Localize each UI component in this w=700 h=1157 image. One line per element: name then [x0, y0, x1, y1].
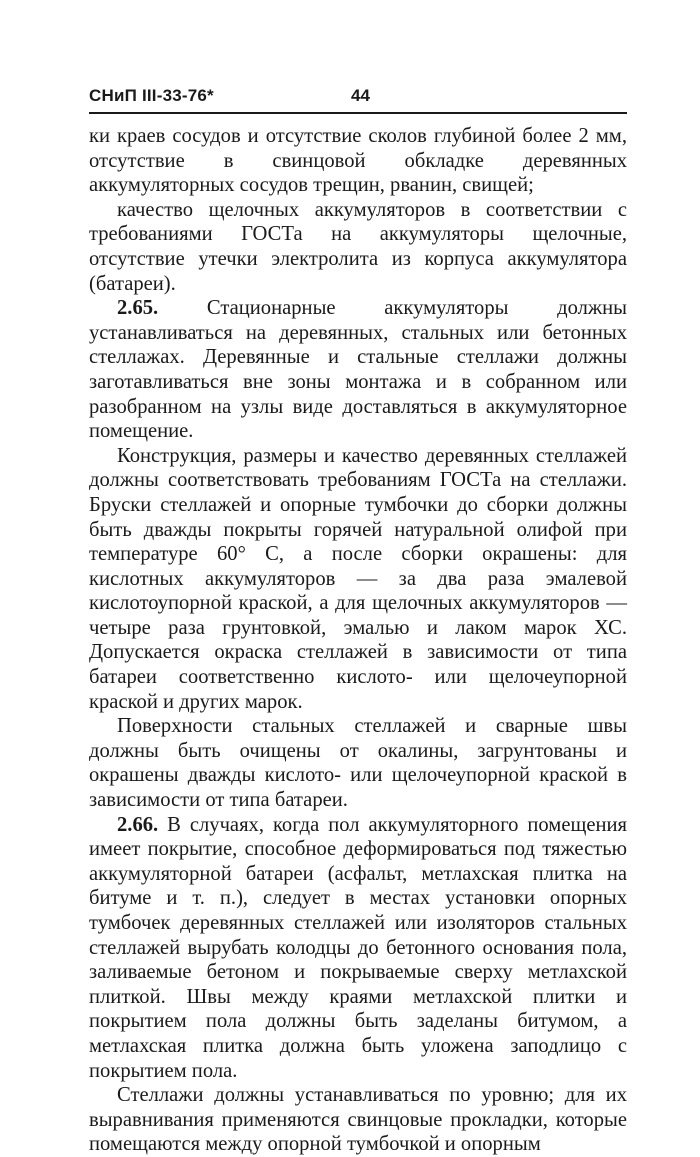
clause-2-66 [89, 813, 627, 1084]
paragraph-text: Конструкция, размеры и качество деревянных стеллажей должны соответствовать требованиям ГОСТа на стеллажи. Бруски стеллажей и опорные тумбочки до сборки должны быть дважды покрыты горячей натуральной олифой при температуре 60° С, а после сборки окрашены: для кислотных аккумуляторов — за два раза эмалевой кислотоупорной краской, а для щелочных аккумуляторов — четыре раза грунтовкой, эмалью и лаком марок ХС. Допускается окраска стеллажей в зависимости от типа батареи соответственно кислото- или щелочеупорной краской и других марок. [89, 444, 627, 713]
clause-2-65 [89, 296, 627, 444]
paragraph-text: ки краев сосудов и отсутствие сколов глубиной более 2 мм, отсутствие в свинцовой обкладке деревянных аккумуляторных сосудов трещин, рванин, свищей; [89, 125, 627, 197]
body-text [89, 124, 627, 1157]
paragraph-text: Стеллажи должны устанавливаться по уровню; для их выравнивания применяются свинцовые прокладки, которые помещаются между опорной тумбочкой и опорным [89, 1084, 627, 1156]
page-number: 44 [351, 86, 370, 105]
paragraph-text: Стационарные аккумуляторы должны устанавливаться на деревянных, стальных или бетонных стеллажах. Деревянные и стальные стеллажи должны заготавливаться вне зоны монтажа и в собранном или разобранном на узлы виде доставляться в аккумуляторное помещение. [89, 297, 628, 443]
paragraph-text: Поверхности стальных стеллажей и сварные швы должны быть очищены от окалины, загрунтованы и окрашены дважды кислото- или щелочеупорной краской в зависимости от типа батареи. [89, 715, 627, 812]
document-code: СНиП III-33-76* [89, 86, 214, 105]
clause-number: 2.65. [117, 297, 159, 320]
paragraph [89, 1083, 627, 1157]
paragraph [89, 444, 627, 715]
header-rule [89, 112, 627, 114]
paragraph-continued [89, 124, 627, 198]
paragraph-text: В случаях, когда пол аккумуляторного помещения имеет покрытие, способное деформироваться под тяжестью аккумуляторной батареи (асфальт, метлахская плитка на битуме и т. п.), следует в местах установки опорных тумбочек деревянных стеллажей или изоляторов стальных стеллажей вырубать колодцы до бетонного основания пола, заливаемые бетоном и покрываемые сверху метлахской плиткой. Швы между краями метлахской плитки и покрытием пола должны быть заделаны битумом, а метлахская плитка должна быть уложена заподлицо с покрытием пола. [89, 813, 627, 1082]
paragraph [89, 198, 627, 296]
page-header [89, 84, 627, 112]
paragraph [89, 714, 627, 812]
paragraph-text: качество щелочных аккумуляторов в соответствии с требованиями ГОСТа на аккумуляторы щелочные, отсутствие утечки электролита из корпуса аккумулятора (батареи). [89, 198, 627, 295]
clause-number: 2.66. [117, 813, 159, 836]
